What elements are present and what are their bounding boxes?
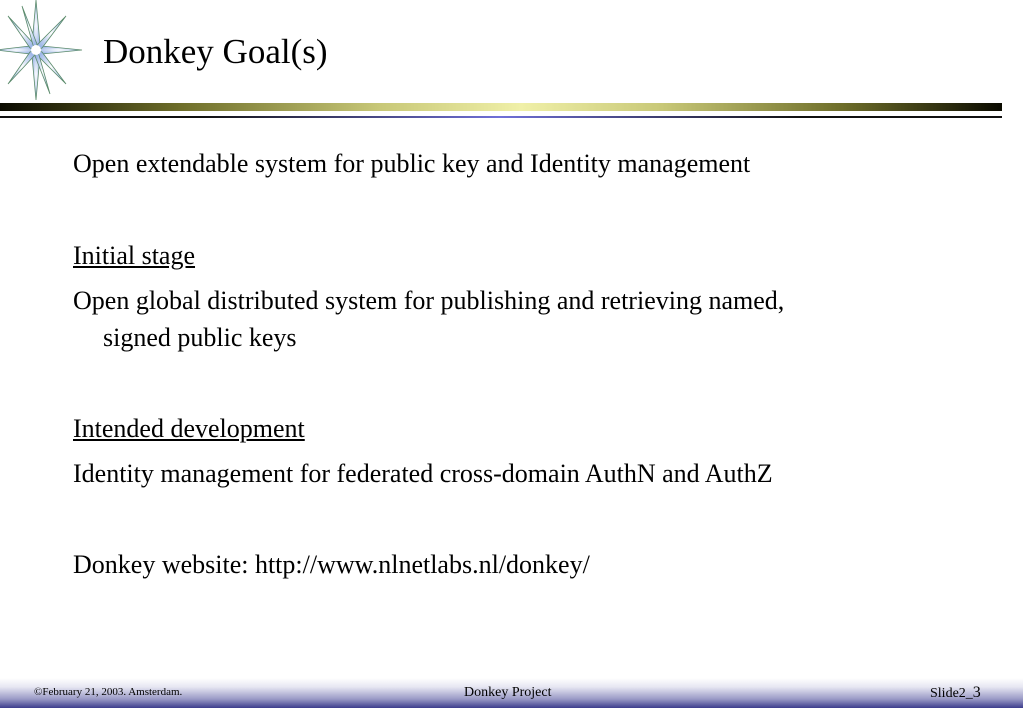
intended-development-heading: Intended development bbox=[73, 414, 305, 443]
intended-development-text: Identity management for federated cross-domain AuthN and AuthZ bbox=[73, 459, 773, 488]
footer-slide-number bbox=[930, 684, 981, 702]
slide-number: 3 bbox=[972, 684, 981, 701]
slide-label: Slide2_ bbox=[930, 686, 973, 701]
page-title: Donkey Goal(s) bbox=[103, 32, 328, 71]
footer-date: ©February 21, 2003. Amsterdam. bbox=[34, 686, 183, 698]
website-text: Donkey website: http://www.nlnetlabs.nl/donkey/ bbox=[73, 550, 590, 579]
footer-project: Donkey Project bbox=[464, 685, 552, 700]
title-underline-highlight bbox=[200, 116, 800, 118]
title-divider bbox=[0, 103, 1002, 111]
starburst-logo-icon bbox=[0, 0, 84, 100]
initial-stage-text-line1: Open global distributed system for publishing and retrieving named, bbox=[73, 286, 785, 315]
intro-text: Open extendable system for public key and Identity management bbox=[73, 149, 751, 178]
initial-stage-text-line2: signed public keys bbox=[103, 323, 297, 352]
initial-stage-heading: Initial stage bbox=[73, 241, 196, 270]
